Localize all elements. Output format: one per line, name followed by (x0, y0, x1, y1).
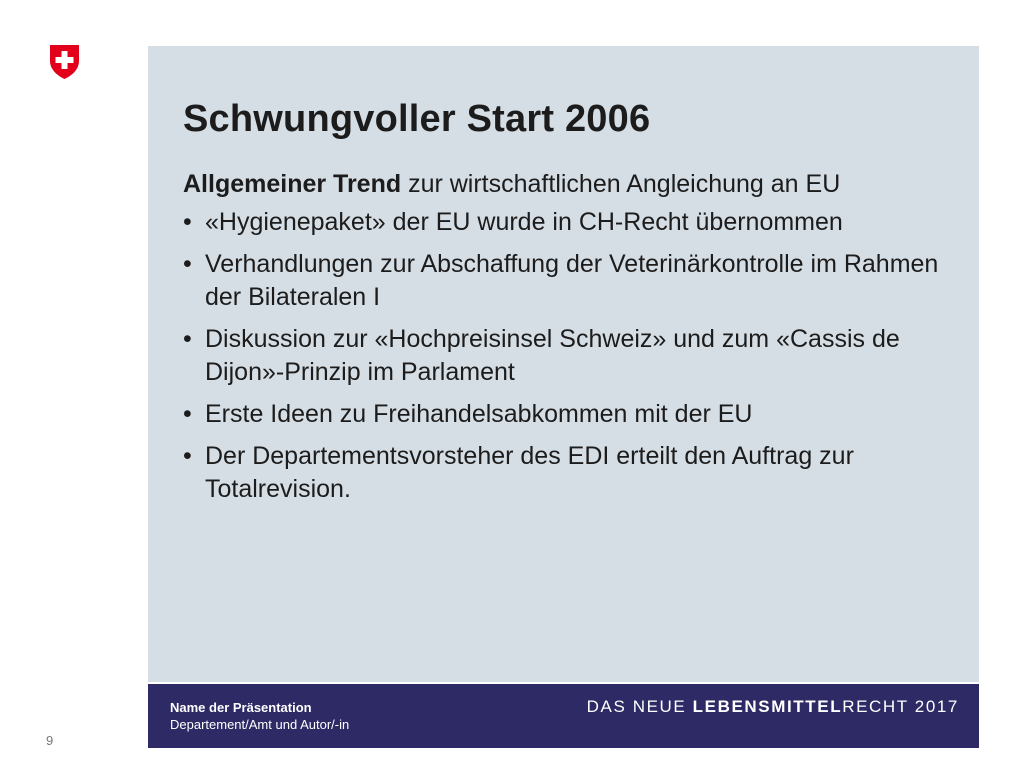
slide-body (183, 168, 963, 515)
bullet-text: Verhandlungen zur Abschaffung der Veterinärkontrolle im Rahmen der Bilateralen I (205, 250, 939, 311)
presentation-name: Name der Präsentation (170, 700, 312, 715)
brand-prefix: DAS NEUE (586, 697, 693, 716)
page-number: 9 (46, 733, 54, 748)
bullet-icon: • (183, 325, 192, 353)
bullet-icon: • (183, 400, 192, 428)
intro-line (183, 168, 963, 201)
bullet-text: Diskussion zur «Hochpreisinsel Schweiz» und zum «Cassis de Dijon»-Prinzip im Parlament (205, 325, 900, 386)
bullet-icon: • (183, 250, 192, 278)
bullet-icon: • (183, 208, 192, 236)
bullet-icon: • (183, 442, 192, 470)
intro-rest: zur wirtschaftlichen Angleichung an EU (401, 170, 841, 198)
bullet-text: «Hygienepaket» der EU wurde in CH-Recht übernommen (205, 208, 843, 236)
swiss-cross-shield-icon (49, 44, 80, 80)
intro-strong: Allgemeiner Trend (183, 170, 402, 198)
bullet-text: Erste Ideen zu Freihandelsabkommen mit der EU (205, 400, 753, 428)
department-author: Departement/Amt und Autor/-in (170, 717, 350, 732)
slide-title: Schwungvoller Start 2006 (183, 98, 651, 140)
bullet-list (183, 206, 963, 506)
brand-suffix: RECHT 2017 (842, 697, 959, 716)
footer-bar (148, 684, 979, 748)
bullet-text: Der Departementsvorsteher des EDI erteilt den Auftrag zur Totalrevision. (205, 442, 854, 503)
list-item (183, 206, 963, 239)
list-item (183, 248, 963, 314)
brand-wordmark (587, 697, 959, 717)
list-item (183, 323, 963, 389)
list-item (183, 440, 963, 506)
brand-bold: LEBENSMITTEL (692, 697, 843, 716)
list-item (183, 398, 963, 431)
